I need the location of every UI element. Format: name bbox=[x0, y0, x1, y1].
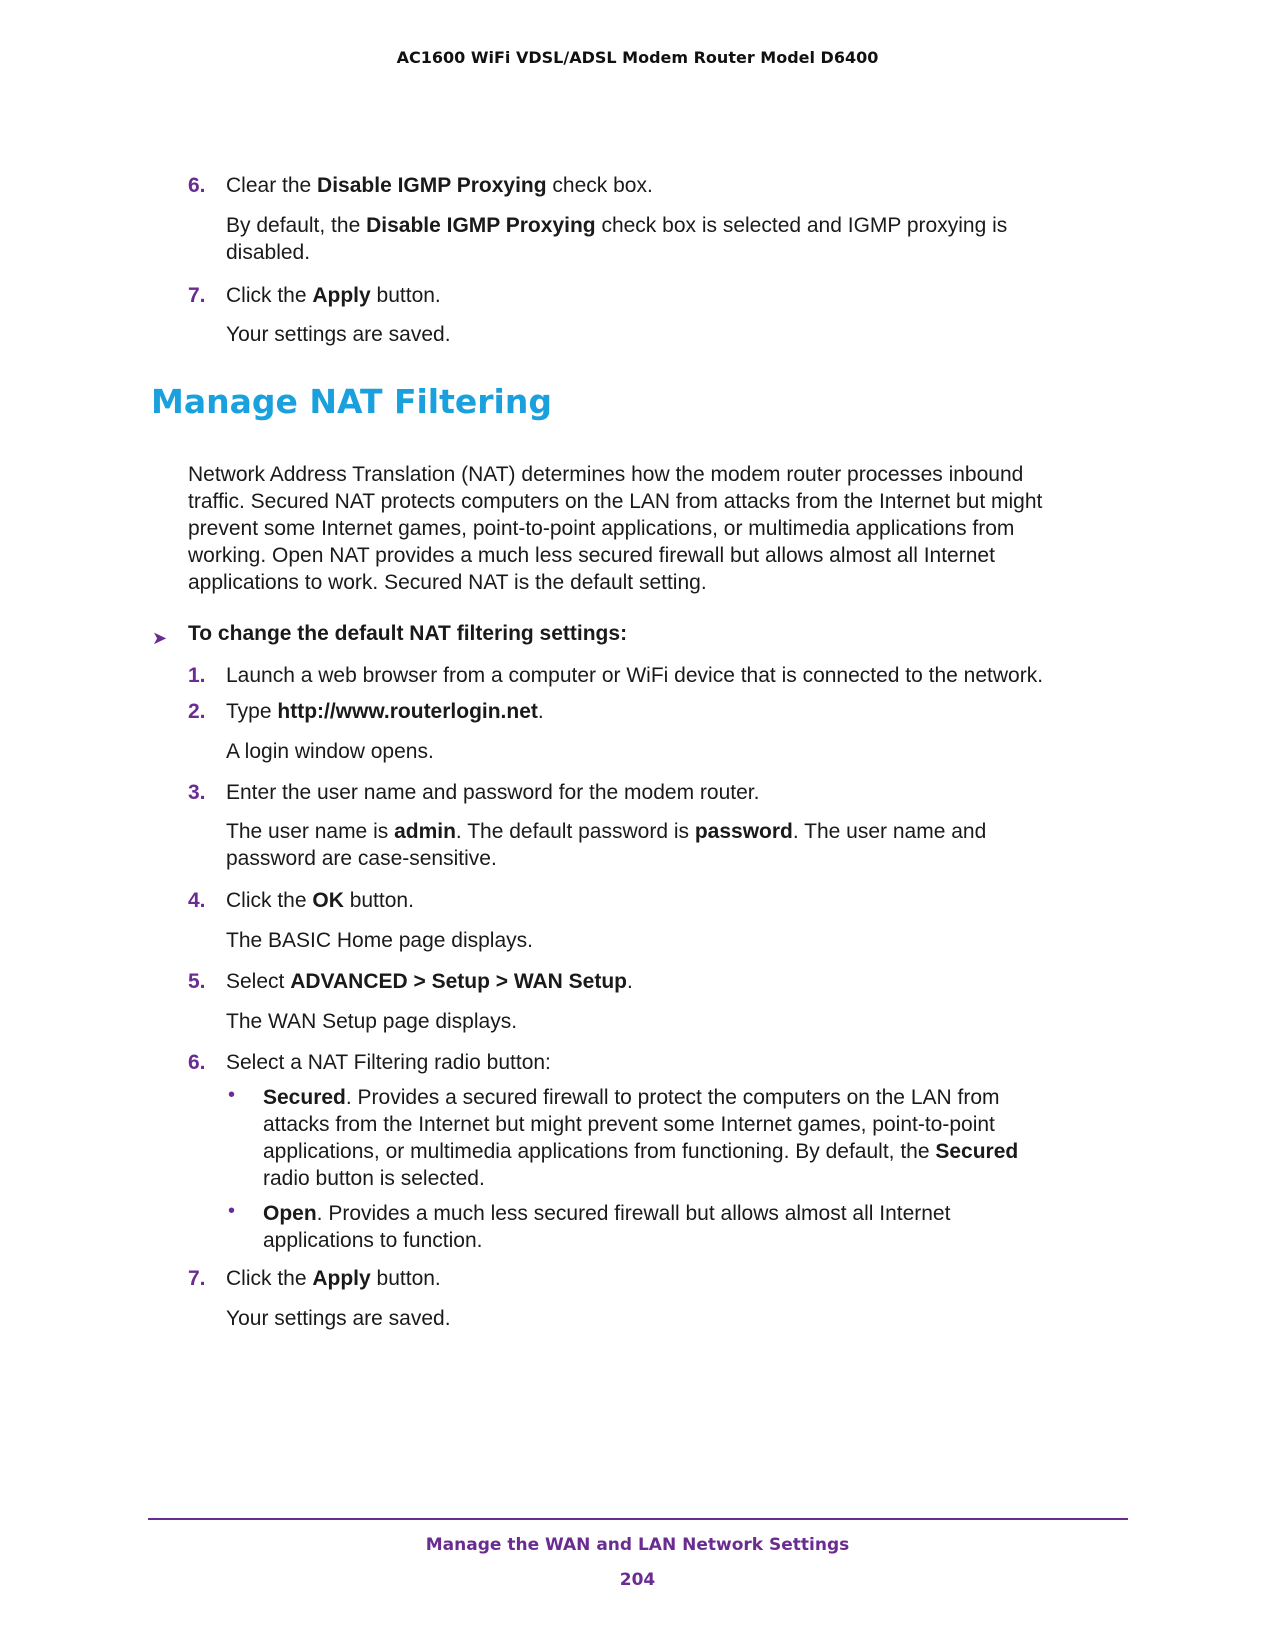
step-note: The user name is admin. The default password is password. The user name and password are case-sensitive. bbox=[226, 820, 987, 870]
footer-title: Manage the WAN and LAN Network Settings bbox=[425, 1535, 850, 1555]
step-text: Select ADVANCED > Setup > WAN Setup. bbox=[226, 970, 633, 993]
bullet-item: Open. Provides a much less secured firewall but allows almost all Internet applications to function. bbox=[263, 1202, 951, 1252]
footer-divider bbox=[148, 1518, 1128, 1520]
step-text: Click the Apply button. bbox=[226, 284, 441, 307]
step-number: 6. bbox=[188, 1051, 206, 1074]
step-number: 7. bbox=[188, 284, 206, 307]
step-number: 6. bbox=[188, 174, 206, 197]
step-number: 1. bbox=[188, 664, 206, 687]
bullet-icon: • bbox=[228, 1200, 236, 1222]
procedure-title: To change the default NAT filtering settings: bbox=[188, 622, 628, 645]
step-text: Type http://www.routerlogin.net. bbox=[226, 700, 544, 723]
running-header: AC1600 WiFi VDSL/ADSL Modem Router Model D6400 bbox=[396, 48, 879, 67]
page-number: 204 bbox=[619, 1570, 656, 1590]
step-number: 5. bbox=[188, 970, 206, 993]
step-number: 2. bbox=[188, 700, 206, 723]
step-text: Clear the Disable IGMP Proxying check box. bbox=[226, 174, 653, 197]
step-note: A login window opens. bbox=[226, 740, 434, 763]
step-note: The BASIC Home page displays. bbox=[226, 929, 533, 952]
step-note: Your settings are saved. bbox=[226, 323, 451, 346]
step-text: Enter the user name and password for the modem router. bbox=[226, 781, 760, 804]
bullet-icon: • bbox=[228, 1084, 236, 1106]
step-note: By default, the Disable IGMP Proxying check box is selected and IGMP proxying is disabled. bbox=[226, 214, 1008, 264]
intro-paragraph: Network Address Translation (NAT) determines how the modem router processes inbound traffic. Secured NAT protects computers on the LAN from attacks from the Internet but might prevent some Internet games, point-to-point applications, or multimedia applications from working. Open NAT provides a much less secured firewall but allows almost all Internet applications to work. Secured NAT is the default setting. bbox=[188, 463, 1043, 594]
step-number: 7. bbox=[188, 1267, 206, 1290]
step-note: Your settings are saved. bbox=[226, 1307, 451, 1330]
step-text: Select a NAT Filtering radio button: bbox=[226, 1051, 551, 1074]
step-text: Click the OK button. bbox=[226, 889, 414, 912]
bullet-item: Secured. Provides a secured firewall to protect the computers on the LAN from attacks from the Internet but might prevent some Internet games, point-to-point applications, or multimedia applications from functioning. By default, the Secured radio button is selected. bbox=[263, 1086, 1019, 1190]
step-number: 4. bbox=[188, 889, 206, 912]
step-text: Launch a web browser from a computer or WiFi device that is connected to the network. bbox=[226, 664, 1044, 687]
procedure-arrow-icon: ➤ bbox=[152, 628, 168, 648]
section-title: Manage NAT Filtering bbox=[151, 382, 552, 421]
step-number: 3. bbox=[188, 781, 206, 804]
step-text: Click the Apply button. bbox=[226, 1267, 441, 1290]
step-note: The WAN Setup page displays. bbox=[226, 1010, 518, 1033]
